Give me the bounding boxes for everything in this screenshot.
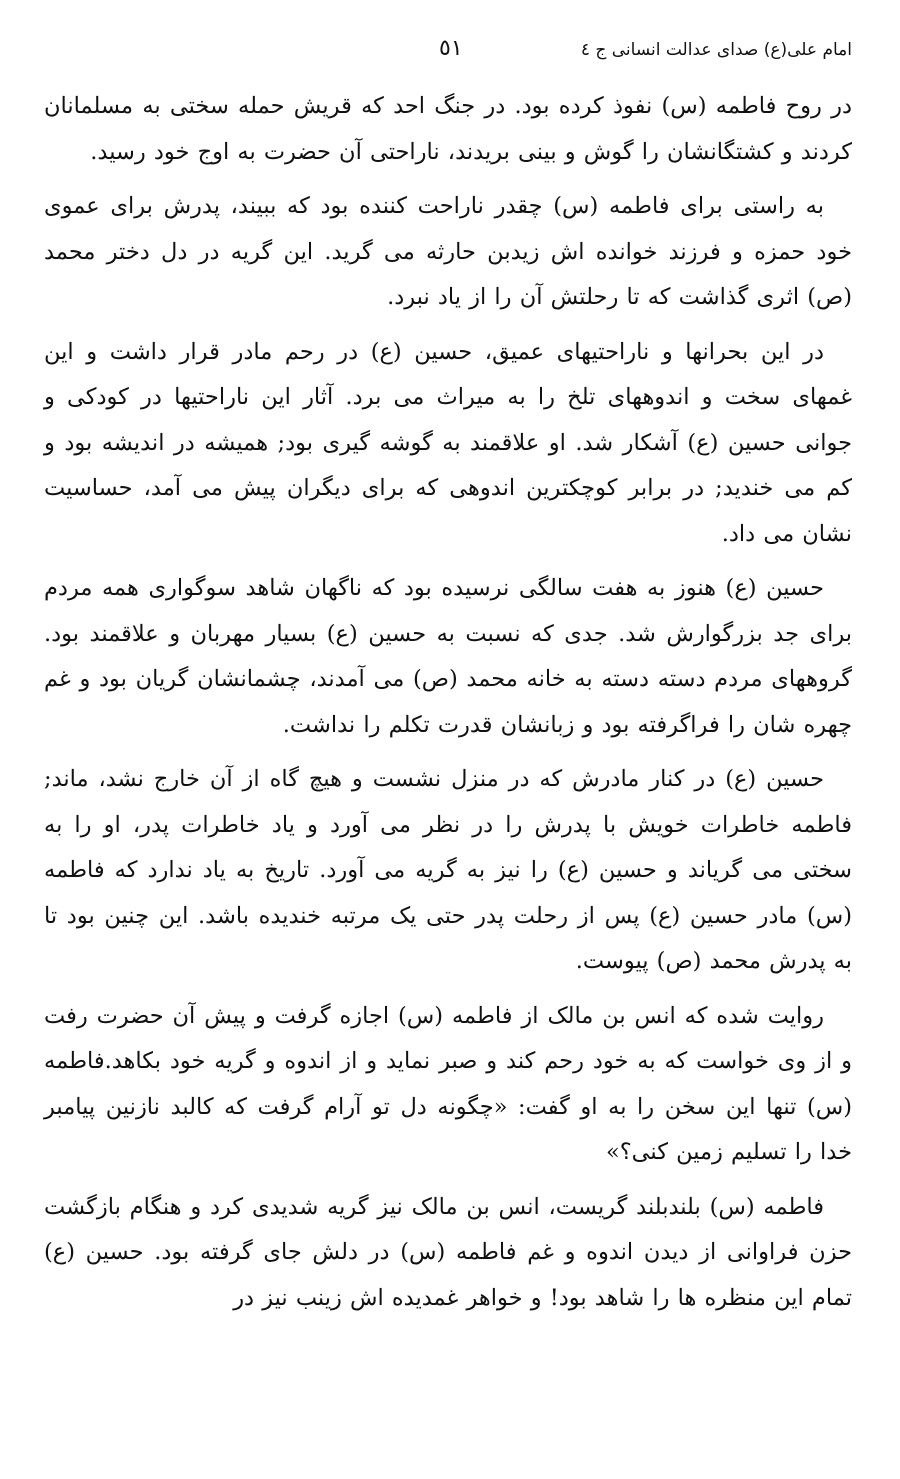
paragraph: حسین (ع) در کنار مادرش که در منزل نشست و هیچ گاه از آن خارج نشد، ماند; فاطمه خاطرات خویش با پدرش را در نظر می آورد و یاد خاطرات پدر، او را به سختی می گریاند و حسین (ع) را نیز به گریه می آورد. تاریخ به یاد ندارد که فاطمه (س) مادر حسین (ع) پس از رحلت پدر حتی یک مرتبه خندیده باشد. این چنین بود تا به پدرش محمد (ص) پیوست. [44,766,852,974]
paragraph: در روح فاطمه (س) نفوذ کرده بود. در جنگ احد که قریش حمله سختی به مسلمانان کردند و کشتگانشان را گوش و بینی بریدند، ناراحتی آن حضرت به اوج خود رسید. [44,93,852,165]
book-page [44,36,852,1459]
paragraph: روایت شده که انس بن مالک از فاطمه (س) اجازه گرفت و پیش آن حضرت رفت و از وی خواست که به خود رحم کند و صبر نماید و از اندوه و گریه خود بکاهد.فاطمه (س) تنها این سخن را به او گفت: «چگونه دل تو آرام گرفت که کالبد نازنین پیامبر خدا را تسلیم زمین کنی؟» [44,1002,852,1165]
page-header [44,36,852,80]
paragraph: در این بحرانها و ناراحتیهای عمیق، حسین (ع) در رحم مادر قرار داشت و این غمهای سخت و اندوههای تلخ را به میراث می برد. آثار این ناراحتیها در کودکی و جوانی حسین (ع) آشکار شد. او علاقمند به گوشه گیری بود; همیشه در اندیشه بود و کم می خندید; در برابر کوچکترین اندوهی که برای دیگران پیش می آمد، حساسیت نشان می داد. [44,338,852,547]
paragraph: به راستی برای فاطمه (س) چقدر ناراحت کننده بود که ببیند، پدرش برای عموی خود حمزه و فرزند خوانده اش زیدبن حارثه می گرید. این گریه در دل دختر محمد (ص) اثری گذاشت که تا رحلتش آن را از یاد نبرد. [44,193,852,310]
body-text [44,84,852,1321]
paragraph: فاطمه (س) بلندبلند گریست، انس بن مالک نیز گریه شدیدی کرد و هنگام بازگشت حزن فراوانی از دیدن اندوه و غم فاطمه (س) در دلش جای گرفته بود. حسین (ع) تمام این منظره ها را شاهد بود! و خواهر غمدیده اش زینب نیز در [44,1193,852,1311]
running-title: امام علی(ع) صدای عدالت انسانی ج ٤ [580,40,852,60]
paragraph: حسین (ع) هنوز به هفت سالگی نرسیده بود که ناگهان شاهد سوگواری همه مردم برای جد بزرگوارش شد. جدی که نسبت به حسین (ع) بسیار مهربان و علاقمند بود. گروههای مردم دسته دسته به خانه محمد (ص) می آمدند، چشمانشان گریان بود و غم چهره شان را فراگرفته بود و زبانشان قدرت تکلم را نداشت. [44,575,852,738]
page-number: ٥١ [439,36,463,61]
